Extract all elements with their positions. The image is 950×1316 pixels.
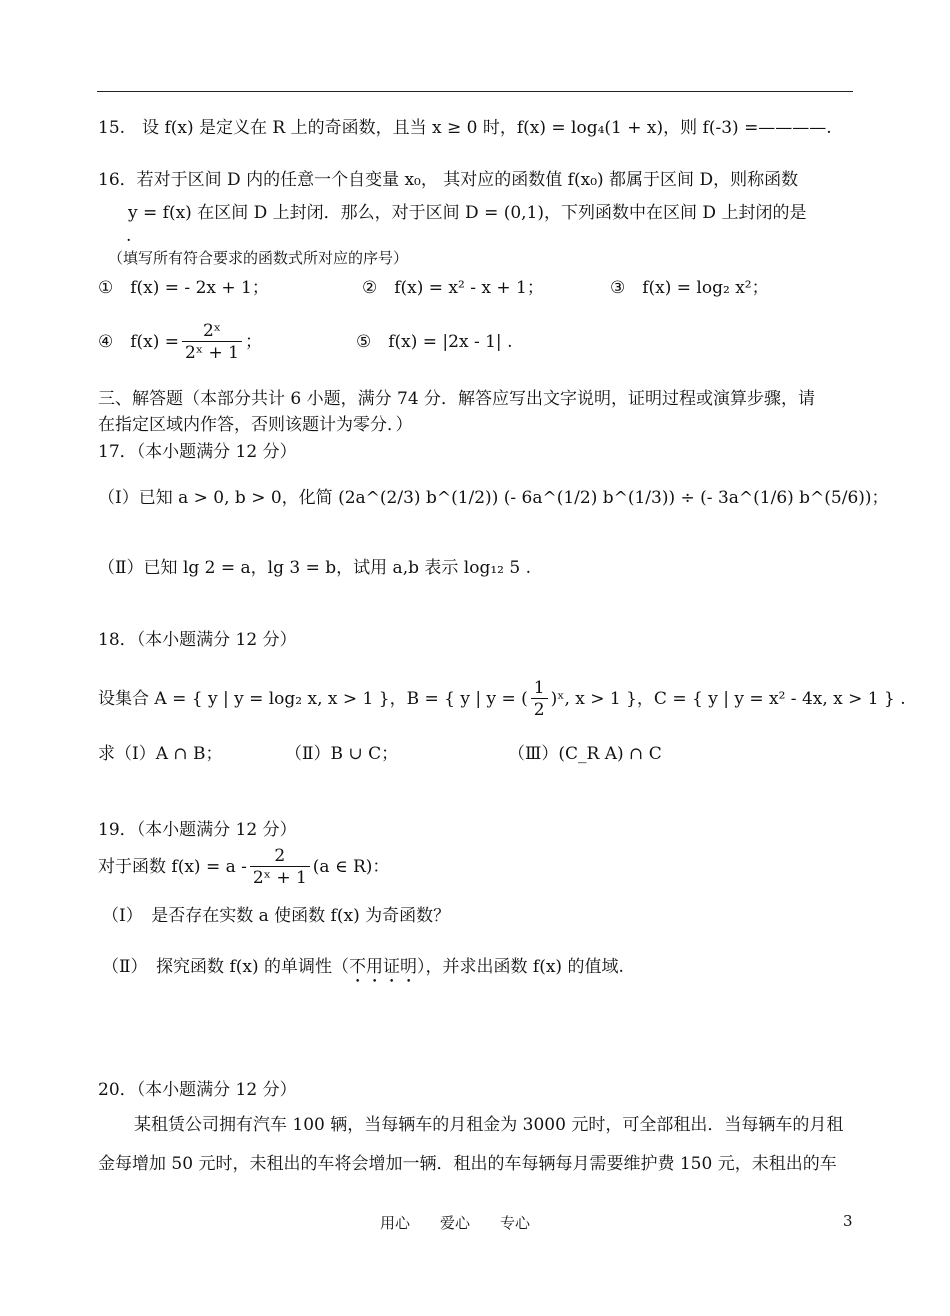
question-18-ask-3: （Ⅲ）(C_R A) ∩ C xyxy=(508,744,662,764)
q16-option-3: ③ f(x) = log₂ x²； xyxy=(610,278,769,298)
function-suffix: (a ∈ R)： xyxy=(312,857,390,877)
question-20-title: 20．（本小题满分 12 分） xyxy=(98,1080,297,1100)
half-fraction xyxy=(531,678,548,721)
q16-option-4-suffix: ； xyxy=(244,332,262,352)
fraction-denominator: 2ˣ + 1 xyxy=(185,343,239,363)
question-15: 15. 设 f(x) 是定义在 R 上的奇函数，且当 x ≥ 0 时，f(x) = log₄(1 + x)，则 f(-3) =————. xyxy=(98,118,832,138)
fraction-numerator: 2 xyxy=(250,846,310,867)
sets-suffix: )ˣ, x > 1 }，C = { y | y = x² - 4x, x > 1 } . xyxy=(550,689,906,709)
function-prefix: 对于函数 f(x) = a - xyxy=(98,857,247,877)
fraction-numerator: 1 xyxy=(531,678,548,699)
question-20-line2: 金每增加 50 元时，未租出的车将会增加一辆．租出的车每辆每月需要维护费 150 元，未租出的车 xyxy=(98,1154,837,1174)
question-18-sets xyxy=(98,678,906,721)
question-16-line2: y = f(x) 在区间 D 上封闭．那么，对于区间 D = (0,1)，下列函数中在区间 D 上封闭的是 xyxy=(128,203,807,223)
question-16-instruction: （填写所有符合要求的函数式所对应的序号） xyxy=(108,249,409,267)
section-3-heading-line1: 三、解答题（本部分共计 6 小题，满分 74 分．解答应写出文字说明，证明过程或演算步骤，请 xyxy=(98,389,816,409)
question-16-line1: 16．若对于区间 D 内的任意一个自变量 x₀， 其对应的函数值 f(x₀) 都属于区间 D，则称函数 xyxy=(98,170,799,190)
part-2-emphasis: 不用证明 xyxy=(349,957,418,977)
q16-option-4-prefix: ④ f(x) = xyxy=(98,332,180,352)
fraction-denominator: 2 xyxy=(533,700,545,720)
footer-motto: 用心 爱心 专心 xyxy=(380,1214,531,1232)
sets-prefix: 设集合 A = { y | y = log₂ x, x > 1 }，B = { y | y = ( xyxy=(98,689,528,709)
question-19-title: 19．（本小题满分 12 分） xyxy=(98,820,297,840)
question-19-part-1: （Ⅰ） 是否存在实数 a 使函数 f(x) 为奇函数？ xyxy=(102,906,451,926)
section-3-heading-line2: 在指定区域内作答，否则该题计为零分．） xyxy=(98,415,413,435)
question-17-title: 17．（本小题满分 12 分） xyxy=(98,442,297,462)
question-17-part-2: （Ⅱ）已知 lg 2 = a，lg 3 = b，试用 a,b 表示 log₁₂ 5 . xyxy=(98,558,532,578)
q16-option-4 xyxy=(98,321,262,364)
part-2-text-b: ），并求出函数 f(x) 的值域. xyxy=(417,957,624,977)
fraction-numerator: 2ˣ xyxy=(182,321,242,342)
q16-option-4-fraction xyxy=(182,321,242,364)
question-19-part-2 xyxy=(102,955,624,987)
question-19-function xyxy=(98,846,389,889)
q16-option-2: ② f(x) = x² - x + 1； xyxy=(362,278,544,298)
part-2-text-a: （Ⅱ） 探究函数 f(x) 的单调性（ xyxy=(102,957,350,977)
question-17-part-1: （Ⅰ）已知 a > 0, b > 0，化简 (2a^(2/3) b^(1/2)) (- 6a^(1/2) b^(1/3)) ÷ (- 3a^(1/6) b^(5/6))； xyxy=(98,488,889,508)
page-number: 3 xyxy=(843,1212,853,1230)
q16-option-1: ① f(x) = - 2x + 1； xyxy=(98,278,269,298)
question-18-ask-1: 求（Ⅰ）A ∩ B； xyxy=(98,744,223,764)
q16-option-5: ⑤ f(x) = |2x - 1| . xyxy=(356,332,513,352)
function-fraction xyxy=(250,846,310,889)
question-18-title: 18．（本小题满分 12 分） xyxy=(98,630,297,650)
fraction-denominator: 2ˣ + 1 xyxy=(252,868,307,888)
header-rule xyxy=(97,91,853,92)
question-16-blank: . xyxy=(126,226,132,246)
question-20-line1: 某租赁公司拥有汽车 100 辆，当每辆车的月租金为 3000 元时，可全部租出．当每辆车的月租 xyxy=(134,1115,844,1135)
question-18-ask-2: （Ⅱ）B ∪ C； xyxy=(285,744,399,764)
